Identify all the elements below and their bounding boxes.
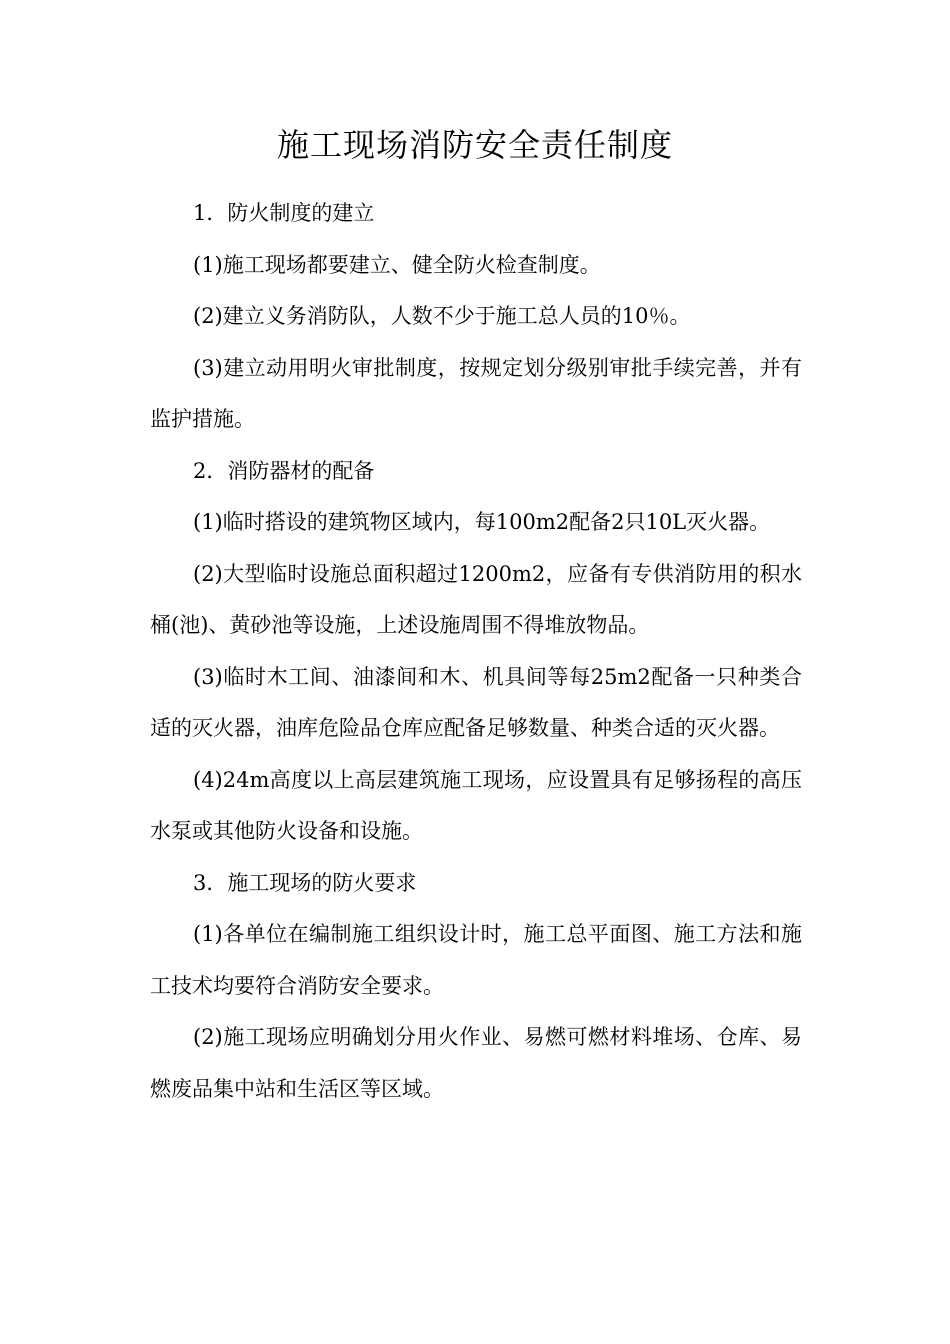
document-body (150, 188, 802, 1115)
paragraph: (1)施工现场都要建立、健全防火检查制度。 (193, 252, 601, 277)
section-heading-2: 2．消防器材的配备 (193, 458, 375, 483)
paragraph: (3)建立动用明火审批制度，按规定划分级别审批手续完善，并有监护措施。 (150, 355, 802, 431)
paragraph: (2)建立义务消防队，人数不少于施工总人员的10％。 (193, 304, 691, 328)
section-heading-1: 1．防火制度的建立 (193, 201, 375, 225)
paragraph: (2)大型临时设施总面积超过1200m2，应备有专供消防用的积水桶(池)、黄砂池等设施，上述设施周围不得堆放物品。 (150, 561, 802, 637)
paragraph: (3)临时木工间、油漆间和木、机具间等每25m2配备一只种类合适的灭火器，油库危险品仓库应配备足够数量、种类合适的灭火器。 (150, 664, 802, 740)
paragraph: (1)临时搭设的建筑物区域内，每100m2配备2只10L灭火器。 (193, 510, 771, 534)
paragraph: (4)24m高度以上高层建筑施工现场，应设置具有足够扬程的高压水泵或其他防火设备和设施。 (150, 767, 802, 843)
paragraph: (1)各单位在编制施工组织设计时，施工总平面图、施工方法和施工技术均要符合消防安全要求。 (150, 922, 802, 998)
document-title: 施工现场消防安全责任制度 (276, 126, 673, 164)
paragraph: (2)施工现场应明确划分用火作业、易燃可燃材料堆场、仓库、易燃废品集中站和生活区等区域。 (150, 1025, 802, 1101)
section-heading-3: 3．施工现场的防火要求 (193, 870, 417, 895)
